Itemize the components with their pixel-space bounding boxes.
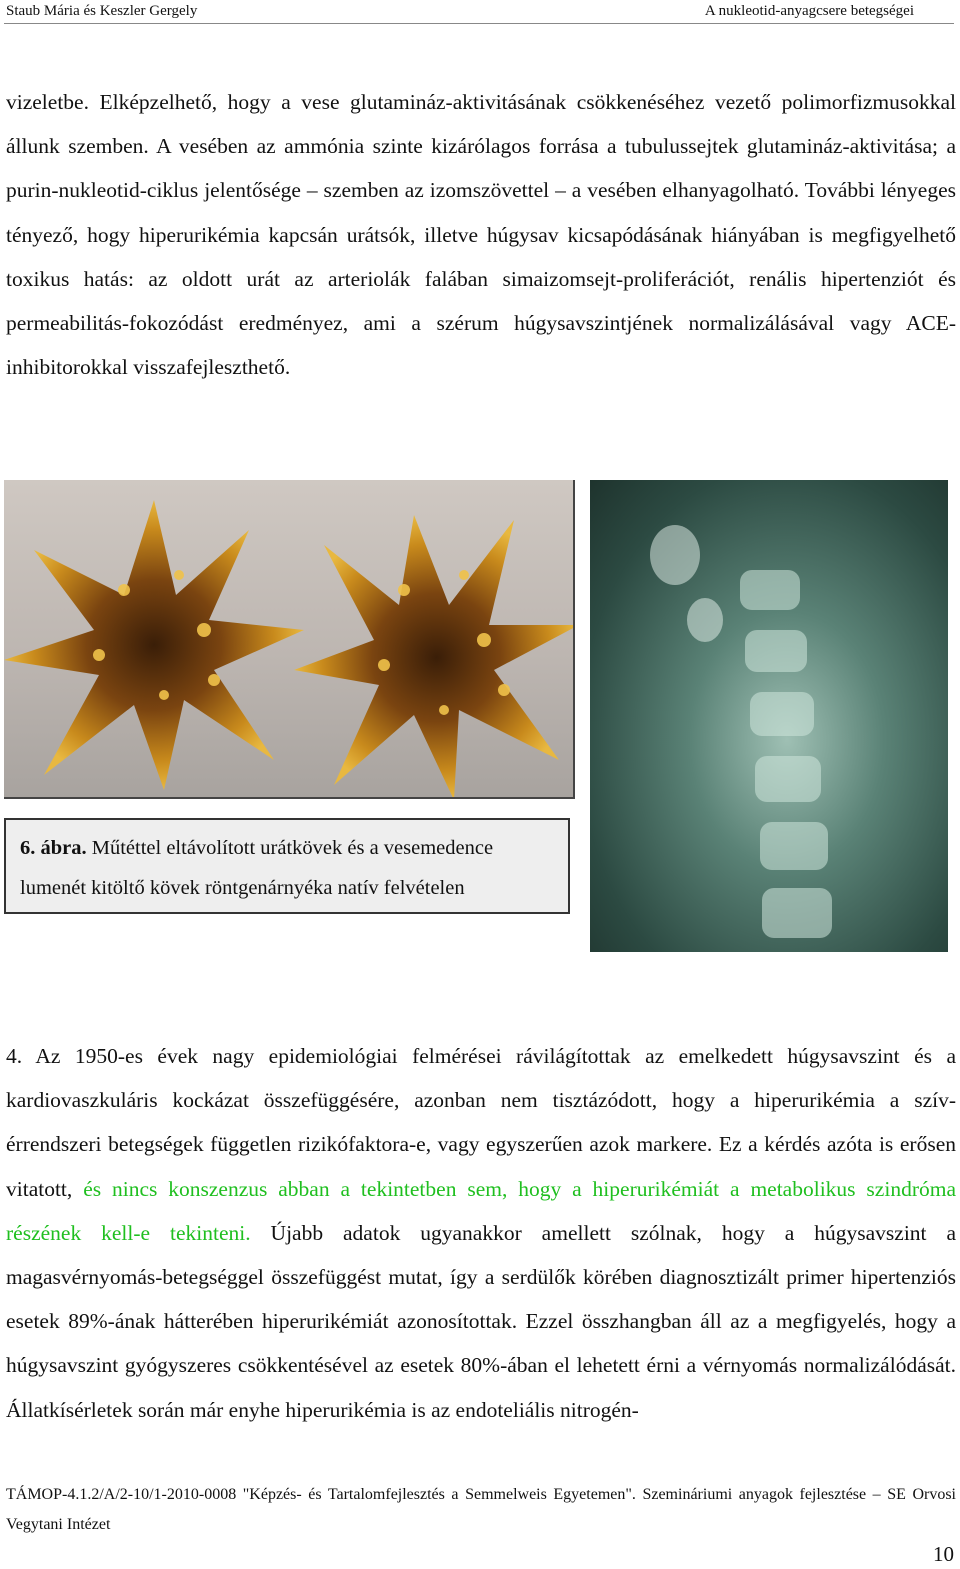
header-title: A nukleotid-anyagcsere betegségei (704, 2, 914, 19)
paragraph-2-part-2: Újabb adatok ugyanakkor amellett szólnak, hogy a húgysavszint a magasvérnyomás-betegséggel összefüggést mutat, így a serdülők körében diagnosztizált primer hipertenziós esetek 89%-ának hátterében hiperurikémiát azonosítottak. Ezzel összhangban áll az a megfigyelés, hogy a húgysavszint gyógyszeres csökkentésével az esetek 80%-ában el lehetett érni a vérnyomás normalizálódását. Állatkísérletek során már enyhe hiperurikémia is az endoteliális nitrogén- (6, 1220, 956, 1422)
xray-image (590, 480, 948, 952)
figure-label: 6. ábra. (20, 837, 87, 859)
stones-illustration (4, 480, 573, 797)
uric-stones-photo (4, 480, 575, 799)
footer-text: TÁMOP-4.1.2/A/2-10/1-2010-0008 "Képzés- és Tartalomfejlesztés a Semmelweis Egyetemen". Szemináriumi anyagok fejlesztése – SE Orvosi Vegytani Intézet (6, 1486, 956, 1533)
header-authors: Staub Mária és Keszler Gergely (6, 2, 198, 19)
highlighted-text: és nincs konszenzus abban a tekintetben sem, hogy a hiperurikémiát a metabolikus szindróma részének kell-e tekinteni. (6, 1176, 956, 1245)
paragraph-2-part-1: 4. Az 1950-es évek nagy epidemiológiai felmérései rávilágítottak az emelkedett húgysavszint és a kardiovaszkuláris kockázat összefüggésére, azonban nem tisztázódott, hogy a hiperurikémia a szív-érrendszeri betegségek független rizikófaktora-e, vagy egyszerűen azok markere. Ez a kérdés azóta is erősen vitatott, (6, 1044, 956, 1201)
header-divider (4, 23, 954, 24)
figure-caption (4, 818, 570, 914)
xray-illustration (590, 480, 948, 952)
page-number: 10 (933, 1542, 954, 1566)
body-paragraph-2 (6, 1034, 956, 1432)
figure-caption-text: Műtéttel eltávolított urátkövek és a vesemedence lumenét kitöltő kövek röntgenárnyéka natív felvételen (20, 837, 494, 899)
body-paragraph-1: vizeletbe. Elképzelhető, hogy a vese glutamináz-aktivitásának csökkenéséhez vezető polimorfizmusokkal állunk szemben. A vesében az ammónia szinte kizárólagos forrása a tubulussejtek glutamináz-aktivitása; a purin-nukleotid-ciklus jelentősége – szemben az izomszövettel – a vesében elhanyagolható. További lényeges tényező, hogy hiperurikémia kapcsán urátsók, illetve húgysav kicsapódásának hiányában is megfigyelhető toxikus hatás: az oldott urát az arteriolák falában simaizomsejt-proliferációt, renális hipertenziót és permeabilitás-fokozódást eredményez, ami a szérum húgysavszintjének normalizálásával vagy ACE-inhibitorokkal visszafejleszthető. (6, 90, 956, 380)
running-header (6, 0, 914, 22)
